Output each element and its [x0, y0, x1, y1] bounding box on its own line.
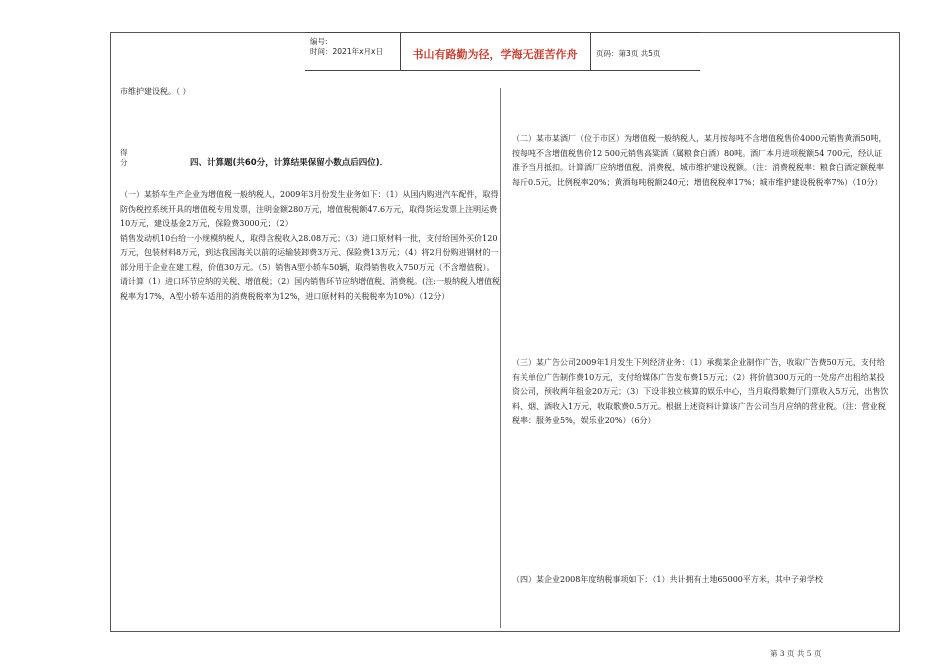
section-title: 四、计算题(共60分，计算结果保留小数点后四位)．: [190, 158, 389, 168]
header-bottom-rule: [305, 70, 700, 71]
page-footer: 第 3 页 共 5 页: [770, 649, 822, 658]
header-divider: [590, 32, 591, 70]
page-info: 页码：第3页 共5页: [596, 49, 661, 58]
question-2: （二）某市某酒厂（位于市区）为增值税一般纳税人，某月按每吨不含增值税售价4000元销售黄酒50吨，按每吨不含增值税售价12 500元销售高粱酒（属粮食白酒）80吨。酒厂本月进项税额54 700元，经认证准予当月抵扣。计算酒厂应纳增值税、消费税、城市维护建设税额。（注：消费税税率：粮食白酒定额税率每斤0.5元，比例税率20%；黄酒每吨税额240元；增值税税率17%；城市维护建设税税率7%）（10分）: [512, 134, 887, 187]
doc-time-label: 时间：2021年x月x日: [310, 47, 383, 56]
page-frame: [110, 32, 900, 632]
header-motto: 书山有路勤为径，学海无涯苦作舟: [412, 48, 578, 61]
question-3: （三）某广告公司2009年1月发生下列经济业务：（1）承揽某企业制作广告，收取广告费50万元，支付给有关单位广告制作费10万元，支付给媒体广告发布费15万元；（2）将价值300万元的一处房产出租给某投资公司，预收两年租金20万元；（3）下设非独立核算的娱乐中心，当月取得歌舞厅门票收入5万元，出售饮料、烟、酒收入1万元，收取歌费0.5万元。根据上述资料计算该广告公司当月应纳的营业税。（注：营业税税率：服务业5%，娱乐业20%）（6分）: [512, 358, 889, 425]
doc-id-label: 编号:: [310, 37, 328, 46]
score-label: 得 分: [120, 148, 128, 167]
question-4: （四）某企业2008年度纳税事项如下：（1）共计拥有土地65000平方米，其中子弟学校: [512, 575, 823, 584]
column-divider: [500, 88, 501, 628]
question-1: （一）某轿车生产企业为增值税一般纳税人，2009年3月份发生业务如下：（1）从国内购进汽车配件，取得防伪税控系统开具的增值税专用发票，注明金额280万元，增值税税额47.6万元，取得货运发票上注明运费10万元，建设基金2万元，保险费3000元；（2） 销售发动机10台给一小规模纳税人，取得含税收入28.08万元；（3）进口原材料一批，支付给国外买价120万元，包装材料8万元，到达我国海关以前的运输装卸费3万元、保险费13万元；（4）将2月份购进钢材的一部分用于企业在建工程，价值30万元。（5）销售A型小轿车50辆，取得销售收入750万元（不含增值税）。请计算（1）进口环节应纳的关税、增值税；（2）国内销售环节应纳增值税、消费税。(注:一般纳税人增值税税率为17%，A型小轿车适用的消费税税率为12%，进口原材料的关税税率为10%）（12分）: [120, 190, 500, 301]
prev-question-tail: 市维护建设税。（ ）: [120, 87, 191, 96]
header-top-rule: [305, 32, 700, 33]
